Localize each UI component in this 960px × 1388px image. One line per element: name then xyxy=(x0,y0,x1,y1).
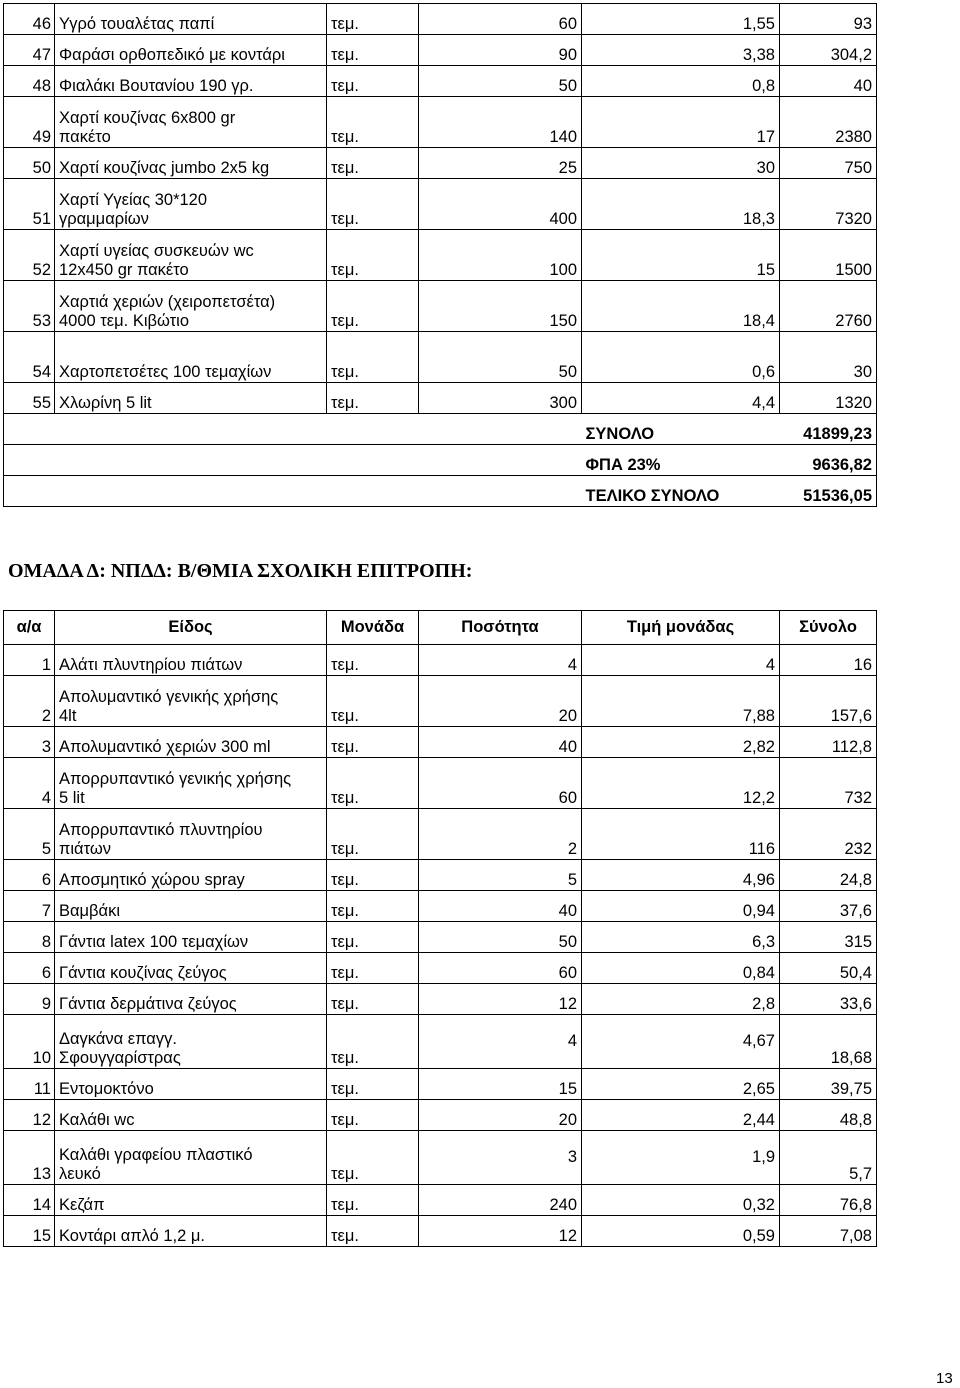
line-total: 7,08 xyxy=(780,1216,877,1247)
item-name-line: Απολυμαντικό χεριών 300 ml xyxy=(59,738,271,756)
row-number: 47 xyxy=(4,35,55,66)
quantity: 20 xyxy=(419,1100,582,1131)
item-name xyxy=(55,4,327,35)
unit-price: 3,38 xyxy=(582,35,780,66)
table-row xyxy=(4,230,877,281)
row-number: 5 xyxy=(4,809,55,860)
item-name-line: Καλάθι wc xyxy=(59,1111,135,1129)
quantity: 240 xyxy=(419,1185,582,1216)
line-total: 2760 xyxy=(780,281,877,332)
item-name-line: 4000 τεμ. Κιβώτιο xyxy=(59,312,190,330)
table-row xyxy=(4,383,877,414)
unit: τεμ. xyxy=(327,148,419,179)
unit-price: 0,84 xyxy=(582,953,780,984)
unit: τεμ. xyxy=(327,35,419,66)
unit-price: 2,8 xyxy=(582,984,780,1015)
item-name-line: πιάτων xyxy=(59,840,112,858)
item-name-line: Υγρό τουαλέτας παπί xyxy=(59,15,215,33)
line-total: 24,8 xyxy=(780,860,877,891)
table-row xyxy=(4,1100,877,1131)
item-name xyxy=(55,1216,327,1247)
table-row xyxy=(4,1131,877,1185)
item-name-line: Δαγκάνα επαγγ. xyxy=(59,1030,177,1048)
item-name-line: λευκό xyxy=(59,1165,101,1183)
row-number: 3 xyxy=(4,727,55,758)
quantity: 300 xyxy=(419,383,582,414)
unit: τεμ. xyxy=(327,1185,419,1216)
item-name xyxy=(55,860,327,891)
table-row xyxy=(4,891,877,922)
line-total: 48,8 xyxy=(780,1100,877,1131)
unit-price: 0,32 xyxy=(582,1185,780,1216)
unit: τεμ. xyxy=(327,66,419,97)
table-row xyxy=(4,645,877,676)
summary-value: 51536,05 xyxy=(780,476,877,507)
unit: τεμ. xyxy=(327,758,419,809)
row-number: 52 xyxy=(4,230,55,281)
item-name xyxy=(55,922,327,953)
unit-price: 17 xyxy=(582,97,780,148)
item-name-line: Χαρτί Υγείας 30*120 xyxy=(59,191,208,209)
unit-price: 1,9 xyxy=(582,1131,780,1185)
item-name-line: γραμμαρίων xyxy=(59,210,149,228)
line-total: 33,6 xyxy=(780,984,877,1015)
item-name-line: 5 lit xyxy=(59,789,85,807)
unit: τεμ. xyxy=(327,727,419,758)
unit: τεμ. xyxy=(327,1069,419,1100)
item-name-line: πακέτο xyxy=(59,128,111,146)
row-number: 9 xyxy=(4,984,55,1015)
line-total: 1320 xyxy=(780,383,877,414)
item-name-line: Χαρτοπετσέτες 100 τεμαχίων xyxy=(59,363,272,381)
item-name-line: Χαρτί κουζίνας 6x800 gr xyxy=(59,109,236,127)
item-name xyxy=(55,35,327,66)
table-row xyxy=(4,179,877,230)
item-name-line: Σφουγγαρίστρας xyxy=(59,1049,181,1067)
item-name-line: Βαμβάκι xyxy=(59,902,120,920)
item-name-line: Κεζάπ xyxy=(59,1196,105,1214)
line-total: 50,4 xyxy=(780,953,877,984)
quantity: 50 xyxy=(419,332,582,383)
summary-row xyxy=(4,445,877,476)
summary-blank xyxy=(4,414,582,445)
group-heading: ΟΜΑΔΑ Δ: ΝΠΔΔ: Β/ΘΜΙΑ ΣΧΟΛΙΚΗ ΕΠΙΤΡΟΠΗ: xyxy=(8,560,473,582)
item-name xyxy=(55,953,327,984)
header-unit: Μονάδα xyxy=(327,611,419,645)
item-name xyxy=(55,645,327,676)
table-row xyxy=(4,35,877,66)
table-row xyxy=(4,860,877,891)
item-name-line: Φαράσι ορθοπεδικό με κοντάρι xyxy=(59,46,285,64)
item-name xyxy=(55,281,327,332)
quantity: 90 xyxy=(419,35,582,66)
row-number: 49 xyxy=(4,97,55,148)
row-number: 7 xyxy=(4,891,55,922)
item-name xyxy=(55,1015,327,1069)
unit-price: 18,3 xyxy=(582,179,780,230)
table-row xyxy=(4,984,877,1015)
table-header-row xyxy=(4,611,877,645)
item-name xyxy=(55,97,327,148)
unit: τεμ. xyxy=(327,179,419,230)
line-total: 18,68 xyxy=(780,1015,877,1069)
item-name-line: 12x450 gr πακέτο xyxy=(59,261,189,279)
line-total: 112,8 xyxy=(780,727,877,758)
summary-row xyxy=(4,476,877,507)
header-quantity: Ποσότητα xyxy=(419,611,582,645)
table-row xyxy=(4,1185,877,1216)
line-total: 16 xyxy=(780,645,877,676)
quantity: 15 xyxy=(419,1069,582,1100)
unit-price: 15 xyxy=(582,230,780,281)
item-name-line: Χαρτί κουζίνας jumbo 2x5 kg xyxy=(59,159,270,177)
unit: τεμ. xyxy=(327,645,419,676)
summary-value: 9636,82 xyxy=(780,445,877,476)
unit-price: 2,65 xyxy=(582,1069,780,1100)
item-name-line: Απορρυπαντικό γενικής χρήσης xyxy=(59,770,292,788)
unit: τεμ. xyxy=(327,97,419,148)
unit: τεμ. xyxy=(327,1015,419,1069)
row-number: 51 xyxy=(4,179,55,230)
item-name-line: Γάντια latex 100 τεμαχίων xyxy=(59,933,249,951)
unit: τεμ. xyxy=(327,1216,419,1247)
unit-price: 18,4 xyxy=(582,281,780,332)
line-total: 76,8 xyxy=(780,1185,877,1216)
unit: τεμ. xyxy=(327,676,419,727)
quantity: 150 xyxy=(419,281,582,332)
row-number: 55 xyxy=(4,383,55,414)
unit-price: 1,55 xyxy=(582,4,780,35)
item-name xyxy=(55,1131,327,1185)
line-total: 750 xyxy=(780,148,877,179)
unit: τεμ. xyxy=(327,922,419,953)
unit: τεμ. xyxy=(327,984,419,1015)
item-name xyxy=(55,891,327,922)
line-total: 1500 xyxy=(780,230,877,281)
quantity: 50 xyxy=(419,66,582,97)
quantity: 100 xyxy=(419,230,582,281)
table-row xyxy=(4,1069,877,1100)
unit-price: 0,59 xyxy=(582,1216,780,1247)
unit: τεμ. xyxy=(327,891,419,922)
line-total: 40 xyxy=(780,66,877,97)
line-total: 2380 xyxy=(780,97,877,148)
row-number: 46 xyxy=(4,4,55,35)
row-number: 4 xyxy=(4,758,55,809)
items-table-top xyxy=(3,3,877,507)
item-name-line: Απολυμαντικό γενικής χρήσης xyxy=(59,688,279,706)
unit-price: 4,96 xyxy=(582,860,780,891)
unit-price: 7,88 xyxy=(582,676,780,727)
unit: τεμ. xyxy=(327,383,419,414)
row-number: 12 xyxy=(4,1100,55,1131)
item-name-line: Εντομοκτόνο xyxy=(59,1080,154,1098)
quantity: 2 xyxy=(419,809,582,860)
item-name-line: Φιαλάκι Βουτανίου 190 γρ. xyxy=(59,77,254,95)
unit-price: 0,6 xyxy=(582,332,780,383)
table-row xyxy=(4,953,877,984)
item-name xyxy=(55,984,327,1015)
line-total: 30 xyxy=(780,332,877,383)
item-name-line: Χαρτιά χεριών (χειροπετσέτα) xyxy=(59,293,276,311)
summary-value: 41899,23 xyxy=(780,414,877,445)
item-name xyxy=(55,727,327,758)
unit: τεμ. xyxy=(327,860,419,891)
item-name-line: Αποσμητικό χώρου spray xyxy=(59,871,245,889)
quantity: 12 xyxy=(419,984,582,1015)
item-name xyxy=(55,1185,327,1216)
item-name xyxy=(55,1069,327,1100)
quantity: 40 xyxy=(419,891,582,922)
table-row xyxy=(4,281,877,332)
item-name xyxy=(55,230,327,281)
quantity: 400 xyxy=(419,179,582,230)
header-total: Σύνολο xyxy=(780,611,877,645)
unit-price: 2,82 xyxy=(582,727,780,758)
quantity: 60 xyxy=(419,758,582,809)
line-total: 315 xyxy=(780,922,877,953)
item-name-line: Χαρτί υγείας συσκευών wc xyxy=(59,242,254,260)
item-name-line: Γάντια δερμάτινα ζεύγος xyxy=(59,995,237,1013)
row-number: 48 xyxy=(4,66,55,97)
item-name xyxy=(55,66,327,97)
item-name xyxy=(55,179,327,230)
unit-price: 12,2 xyxy=(582,758,780,809)
quantity: 4 xyxy=(419,645,582,676)
line-total: 93 xyxy=(780,4,877,35)
item-name-line: Απορρυπαντικό πλυντηρίου xyxy=(59,821,263,839)
table-row xyxy=(4,4,877,35)
row-number: 6 xyxy=(4,860,55,891)
unit: τεμ. xyxy=(327,332,419,383)
row-number: 8 xyxy=(4,922,55,953)
quantity: 25 xyxy=(419,148,582,179)
row-number: 1 xyxy=(4,645,55,676)
item-name-line: 4lt xyxy=(59,707,77,725)
unit-price: 4,4 xyxy=(582,383,780,414)
line-total: 732 xyxy=(780,758,877,809)
unit: τεμ. xyxy=(327,4,419,35)
line-total: 7320 xyxy=(780,179,877,230)
page-number: 13 xyxy=(936,1370,953,1387)
unit: τεμ. xyxy=(327,1131,419,1185)
header-item: Είδος xyxy=(55,611,327,645)
row-number: 15 xyxy=(4,1216,55,1247)
item-name xyxy=(55,332,327,383)
line-total: 157,6 xyxy=(780,676,877,727)
quantity: 4 xyxy=(419,1015,582,1069)
unit-price: 116 xyxy=(582,809,780,860)
line-total: 5,7 xyxy=(780,1131,877,1185)
line-total: 232 xyxy=(780,809,877,860)
item-name-line: Αλάτι πλυντηρίου πιάτων xyxy=(59,656,243,674)
unit: τεμ. xyxy=(327,230,419,281)
unit: τεμ. xyxy=(327,953,419,984)
unit: τεμ. xyxy=(327,1100,419,1131)
unit-price: 0,94 xyxy=(582,891,780,922)
quantity: 3 xyxy=(419,1131,582,1185)
item-name xyxy=(55,1100,327,1131)
item-name xyxy=(55,758,327,809)
table-row xyxy=(4,66,877,97)
summary-label: ΤΕΛΙΚΟ ΣΥΝΟΛΟ xyxy=(582,476,780,507)
table-row xyxy=(4,97,877,148)
row-number: 54 xyxy=(4,332,55,383)
table-row xyxy=(4,922,877,953)
item-name-line: Κοντάρι απλό 1,2 μ. xyxy=(59,1227,205,1245)
row-number: 13 xyxy=(4,1131,55,1185)
line-total: 37,6 xyxy=(780,891,877,922)
line-total: 39,75 xyxy=(780,1069,877,1100)
unit-price: 4,67 xyxy=(582,1015,780,1069)
row-number: 10 xyxy=(4,1015,55,1069)
table-row xyxy=(4,148,877,179)
unit-price: 6,3 xyxy=(582,922,780,953)
quantity: 12 xyxy=(419,1216,582,1247)
row-number: 2 xyxy=(4,676,55,727)
summary-row xyxy=(4,414,877,445)
unit-price: 4 xyxy=(582,645,780,676)
items-table-group-d xyxy=(3,610,877,1247)
quantity: 50 xyxy=(419,922,582,953)
header-aa: α/α xyxy=(4,611,55,645)
quantity: 60 xyxy=(419,4,582,35)
quantity: 40 xyxy=(419,727,582,758)
summary-label: ΦΠΑ 23% xyxy=(582,445,780,476)
unit-price: 30 xyxy=(582,148,780,179)
table-row xyxy=(4,332,877,383)
table-row xyxy=(4,809,877,860)
summary-blank xyxy=(4,476,582,507)
quantity: 140 xyxy=(419,97,582,148)
row-number: 50 xyxy=(4,148,55,179)
header-unit-price: Τιμή μονάδας xyxy=(582,611,780,645)
unit: τεμ. xyxy=(327,809,419,860)
summary-label: ΣΥΝΟΛΟ xyxy=(582,414,780,445)
item-name-line: Χλωρίνη 5 lit xyxy=(59,394,152,412)
table-row xyxy=(4,1015,877,1069)
quantity: 5 xyxy=(419,860,582,891)
table-row xyxy=(4,1216,877,1247)
table-row xyxy=(4,758,877,809)
row-number: 53 xyxy=(4,281,55,332)
row-number: 6 xyxy=(4,953,55,984)
item-name xyxy=(55,809,327,860)
row-number: 14 xyxy=(4,1185,55,1216)
item-name xyxy=(55,383,327,414)
item-name xyxy=(55,148,327,179)
line-total: 304,2 xyxy=(780,35,877,66)
row-number: 11 xyxy=(4,1069,55,1100)
quantity: 20 xyxy=(419,676,582,727)
item-name-line: Γάντια κουζίνας ζεύγος xyxy=(59,964,227,982)
table-row xyxy=(4,676,877,727)
summary-blank xyxy=(4,445,582,476)
unit-price: 2,44 xyxy=(582,1100,780,1131)
unit: τεμ. xyxy=(327,281,419,332)
item-name xyxy=(55,676,327,727)
table-row xyxy=(4,727,877,758)
unit-price: 0,8 xyxy=(582,66,780,97)
item-name-line: Καλάθι γραφείου πλαστικό xyxy=(59,1146,253,1164)
quantity: 60 xyxy=(419,953,582,984)
